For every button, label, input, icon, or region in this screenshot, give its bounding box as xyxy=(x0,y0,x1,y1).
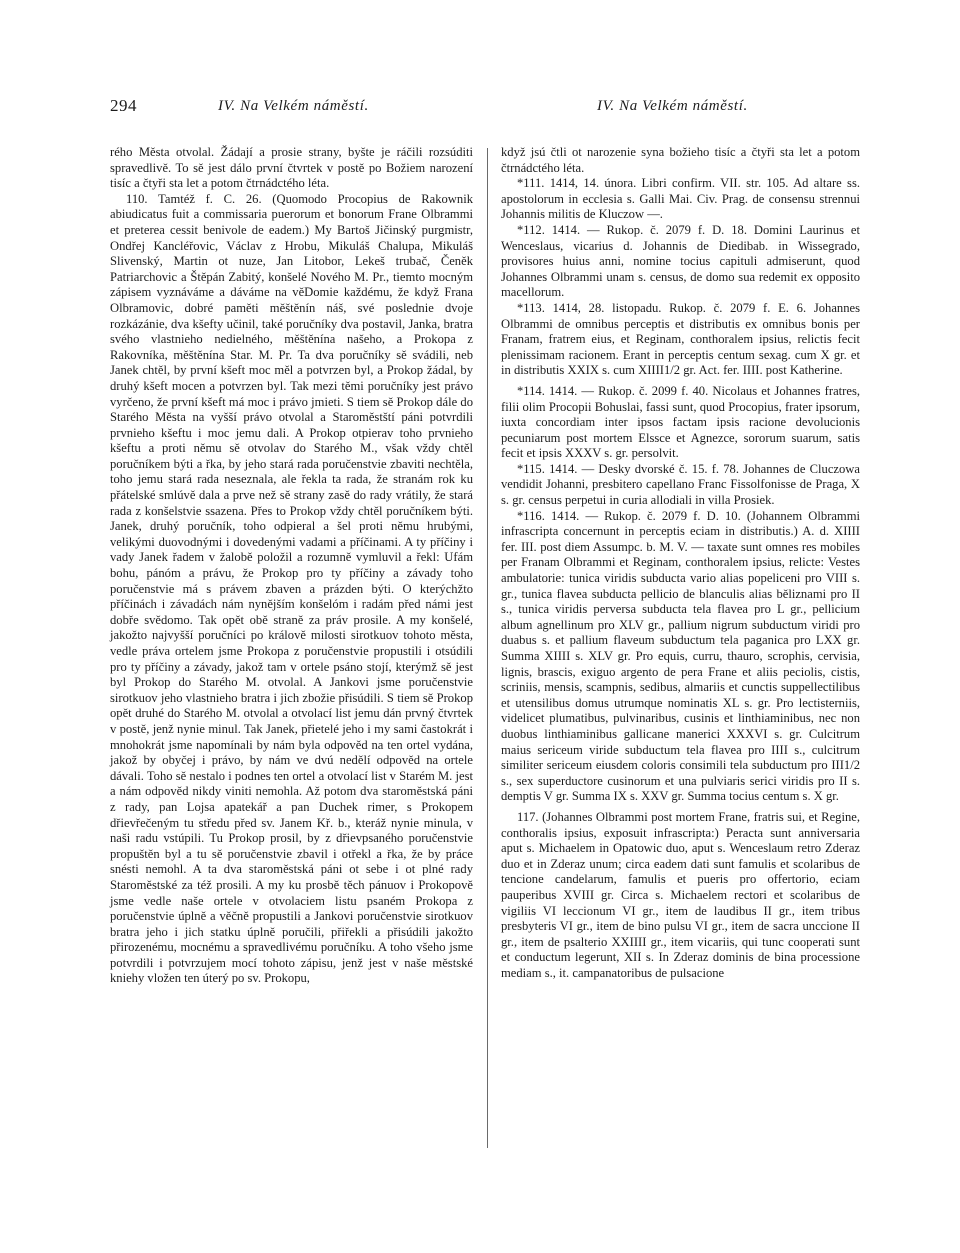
page-header xyxy=(110,96,870,120)
entry-117: 117. (Johannes Olbrammi post mortem Frane, fratris sui, et Regine, conthoralis ipsius, exposuit infrascripta:) Peracta sunt anniversaria aput s. Michaelem in Opatowic duo, aput s. Wenceslaum retro Zderaz duo et in Zderaz unum; circa eadem dati sunt famulis et scolaribus de tencione candelarum, famulis et pueris pro offertorio, eciam pauperibus XVIII gr. Circa s. Michaelem rectori et scolaribus de vigiliis VI leccionum VI gr., item de laudibus II gr., item tribus presbyteris VI gr., item de bino pulsu VI gr., item de sacra unccione II gr., item de psalterio XXIIII gr., item vicariis, qui tunc cooperati sunt et conductum legerunt, XII s. In Zderaz dominis de bina processione mediam s., it. campanatoribus de pulsacione xyxy=(501,809,860,980)
entry-114: *114. 1414. — Rukop. č. 2099 f. 40. Nicolaus et Johannes fratres, filii olim Procopii Bohuslai, fassi sunt, quod Procopius, frater ipsorum, iuxta concordiam inter ipsos factam ipsis racione devolucionis pecuniarum post mortem Elssce et Agnezce, sororum suarum, satis fecit et ipsis XXXV s. gr. persolvit. xyxy=(501,383,860,461)
entry-110: 110. Tamtéž f. C. 26. (Quomodo Procopius de Rakownik abiudicatus fuit a commissaria puerorum et bonorum Frane Olbrammi et preterea cessit benivole de eadem.) My Bartoš Jičinský purgmistr, Ondřej Kancléřovic, Václav z Hrobu, Mikuláš Chalupa, Mikuláš Slivenský, Martin ot nuze, Jan Litobor, Lekeš trubač, Čeněk Patriarchovic a Štěpán Zabitý, konšelé Nového M. Pr., tiemto mocným zápisem vyznáváme a dáváme na věDomie každému, že když Frana Olbramovic, dobré paměti měštěnín náš, své poslednie dvoje rozkázánie, dva kšefty učinil, také poručníky dva postavil, Janka, bratra svého vlastnieho nedielného, měštěnína našeho, a Prokopa z Rakovníka, měštěnína Star. M. Pr. Ta dva poručníky sě svádili, neb Janek chtěl, by první kšeft moc měl a potvrzen byl, a Prokop žádal, by druhý kšeft mocen a potvrzen byl. Tak mezi těmi poručníky jest právo vyrčeno, že první kšeft má moc i právo jmieti. S tiem sě Prokop dále do Starého Města na vyšší právo otvolal a Staroměstští páni potvrdili prvnieho kšeftu i moc jemu dali. A Prokop otpierav toho prvnieho kšeftu a proti němu sě otvolav do Starého M., však vždy chtěl poručníkem býti a řka, by jeho stará rada poručenstvie zbaviti nechtěla, toho jemu stará rada neseznala, ale řekla ta rada, že stranám rok ku přátelské smlúvě dala a prve než sě strany zasě do rady vrátily, že stará rada z konšelstvie ssazena. Přes to Prokop vždy chtěl poručníkem býti. Janek, druhý poručník, toho odpieral a šel proti němu hrubými, velikými duovodnými i dovedenými vadami a příčinami. A ty příčiny i vady Janek řadem v žalobě položil a rozumně vymluvil a řekl: Ufám bohu, pánóm a právu, že Prokop pro ty příčiny a závady toho poručenstvie má s právem zbaven a prázden býti. O kterýchžto příčinách i závadách nám nynějším konšelóm i radám před námi jest dobře svědomo. Tak opět obě straně za práv prosile. A my konšelé, jakožto najvyšší poručníci po králově milosti sirotkuov tohoto města, vedle práva ortelem jsme Prokopa z poručenstvie propustili i otsúdili pro ty příčiny a závady, jakož tam v ortele psáno stojí, kterýmž sě jest byl Prokop do Starého M. otvolal. A Jankovi jsme poručenstvie sirotkuov jeho vlastnieho bratra i jich zbožie přisúdili. S tiem sě Prokop opět druhé do Starého M. otvolal a otvolací list jemu dán prvný čtvrtek v postě, jenž nynie minul. Tak Janek, přietelé jeho i my sami častokrát i mnohokrát jsme napomínali by nám byla odpověd na ten ortel vydána, jakož by obyčej i právo, by nám ve dvú nedělí odpověd na ortele dávali. Toho sě nestalo i podnes ten ortel a otvolací list v Starém M. jest a nám odpověd nikdy viniti nemohla. Až potom dva staroměstská páni z rady, pan Lojsa apatekář a pan Duchek rimer, s Prokopem dřievřečeným tu středu před sv. Janem Kř. b., kteráž nynie minula, v naši radu vstúpili. Tu Prokop prosil, by z dřievpsaného poručenstvie propuštěn byl a tu sě poručenstvie zbavil i otřekl a řka, že by práce snésti nemohl. A ta dva staroměstská páni ot sebe i ot plné rady Staroměstské za též prosili. A my ku prosbě těch pánuov i Prokopově jsme vedle naše ortele v otvolaciem listu psaném Prokopa z poručenstvie úplně a věčně propustili a Jankovi poručenstvie sirotkuov bratra jeho i jich statku úplně poručili, přiřekli a přisúdili jakožto přirozenému, mocnému a spravedlivému poručníku. A toho všeho jsme potvrdili i potvrzujem mocí tohoto zápisu, jenž jest v naše městské kniehy vložen ten úterý po sv. Prokopu, xyxy=(110,191,473,986)
column-divider xyxy=(487,148,488,1148)
page-number: 294 xyxy=(110,96,137,115)
running-head-left: IV. Na Velkém náměstí. xyxy=(218,98,369,114)
right-column xyxy=(501,145,860,981)
entry-115: *115. 1414. — Desky dvorské č. 15. f. 78. Johannes de Cluczowa vendidit Johanni, presbitero capellano Franc Fissolfonisse de Praga, X s. gr. census perpetui in curia allodiali in villa Prosiek. xyxy=(501,461,860,508)
entry-112: *112. 1414. — Rukop. č. 2079 f. D. 18. Domini Laurinus et Wenceslaus, vicarius d. Johannis de Diedibab. in Wissegrado, provisores huius anni, nomine tocius capituli admiserunt, quod Johannes Olbrammi unam s. census, de domo sua redemit ex opposito macellorum. xyxy=(501,222,860,300)
running-head-right: IV. Na Velkém náměstí. xyxy=(597,98,748,114)
entry-111: *111. 1414, 14. února. Libri confirm. VII. str. 105. Ad altare ss. apostolorum in ecclesia s. Galli Mai. Civ. Prag. de consensu strennui Johannis militis de Kluczow —. xyxy=(501,176,860,222)
left-paragraph-1: rého Města otvolal. Žádají a prosie strany, byšte je ráčili rozsúditi spravedlivě. To sě jest dálo první čtvrtek v postě po Božiem narození tisíc a čtyři sta let a potom čtrnádctého léta. xyxy=(110,145,473,191)
entry-116: *116. 1414. — Rukop. č. 2079 f. D. 10. (Johannem Olbrammi infrascripta concernunt in perceptis eciam in distributis.) A. d. XIIII fer. III. post diem Assumpc. b. M. V. — taxate sunt omnes res mobiles per Franam Olbrammi et Reginam, conthoralem ipsius, relicte: Vestes ambulatorie: tunica viridis subducta vario alias popeliceni pro VIII s. gr., tunica flavea subducta pellicio de blanculis alias běliznami pro II s., tunica viridis perversa subducta tela flavea pro L gr., pellicium album agnellinum pro XLV gr., pallium nigrum subductum viridi pro duabus s. et pallium flaveum subductum tela paganica pro LXX gr. Summa XIIII s. XLV gr. Pro equis, curru, thauro, scrophis, cervisia, lignis, brascis, exiguo argento de pera Frane et aliis peciolis, cistis, scriniis, mensis, scampnis, sedibus, almariis et cunctis suppellectilibus et utensilibus domus utrumque nominatis XL s. gr. Pro lectisterniis, videlicet plumatibus, pulvinaribus, cusinis et linthiaminibus, nec non duobus linthiaminibus gallicane manerici XXXVI s. gr. Culcitrum maius sericeum viride subductum tela flavea pro IIII s., culcitrum similiter sericeum eiusdem coloris consimili tela subductum pro III1/2 s., sex superductore cusinorum et una pulviaris serici viridis pro II s. demptis V gr. Summa IX s. XXV gr. Summa tocius centum s. X gr. xyxy=(501,508,860,804)
entry-113: *113. 1414, 28. listopadu. Rukop. č. 2079 f. E. 6. Johannes Olbrammi de omnibus perceptis et distributis ex omnibus bonis per Franam, fratrem eius, et Reginam, conthoralem ipsius, relictis fecit plenissimam racionem. Erant in perceptis centum sexag. cum X gr. et in distributis XXIX s. cum XIIII1/2 gr. Act. fer. IIII. post Katherine. xyxy=(501,300,860,378)
left-column xyxy=(110,145,473,987)
right-paragraph-continuation: když jsú čtli ot narozenie syna božieho tisíc a čtyři sta let a potom čtrnádctého léta. xyxy=(501,145,860,175)
